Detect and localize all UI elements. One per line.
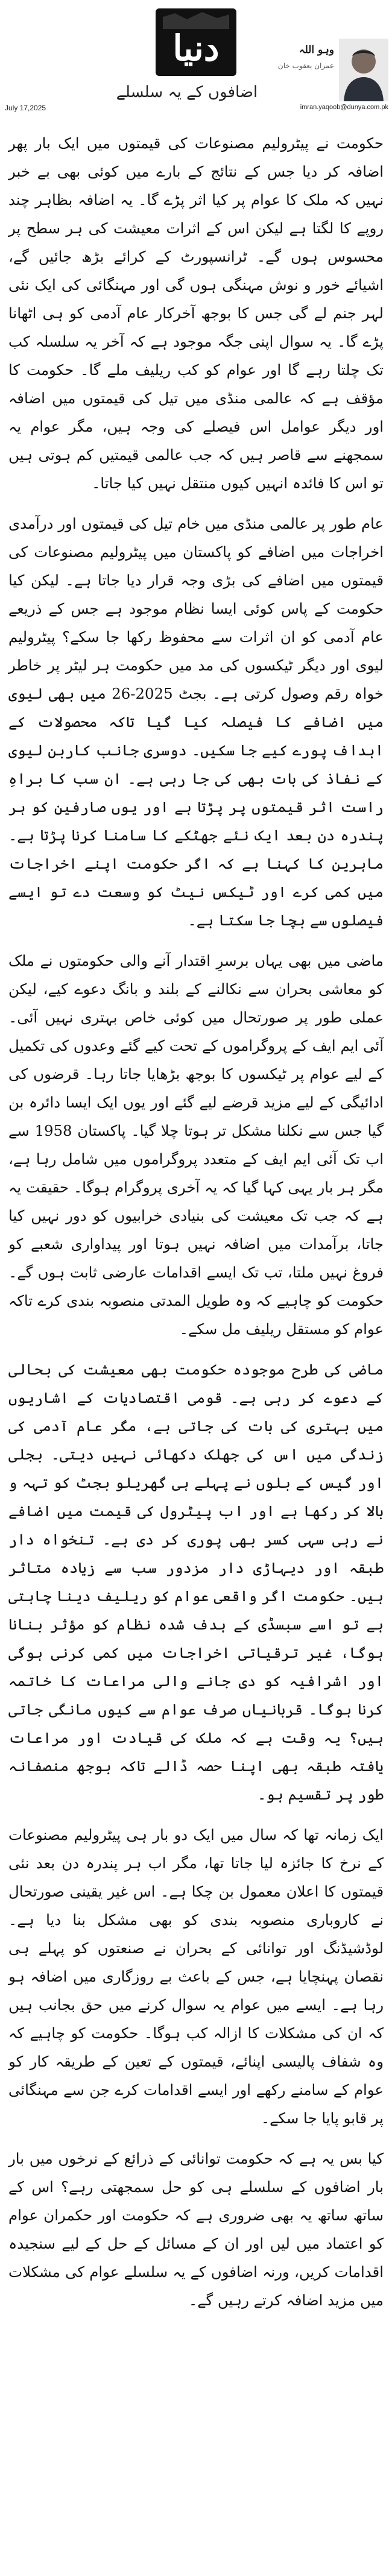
article-body xyxy=(8,129,384,2326)
author-email[interactable]: imran.yaqoob@dunya.com.pk xyxy=(300,104,388,111)
author-photo xyxy=(339,39,388,101)
author-name: وہو اللہ xyxy=(299,44,334,56)
paragraph-1: حکومت نے پیٹرولیم مصنوعات کی قیمتوں میں ایک بار پھر اضافہ کر دیا جس کے نتائج کے بارے میں کوئی بھی بے خبر نہیں کہ ملک کا عوام پر کیا اثر پڑے گا۔ یہ اضافہ بظاہر چند روپے کا لگتا ہے لیکن اس کے اثرات معیشت کی ہر سطح پر محسوس ہوں گے۔ ٹرانسپورٹ کے کرائے بڑھ جائیں گے، اشیائے خور و نوش مہنگی ہوں گی اور مہنگائی کی ایک نئی لہر جنم لے گی جس کا بوجھ آخرکار عام آدمی کو ہی اٹھانا پڑے گا۔ یہ سوال اپنی جگہ موجود ہے کہ آخر یہ سلسلہ کب تک چلتا رہے گا اور عوام کو کب ریلیف ملے گا۔ حکومت کا مؤقف ہے کہ عالمی منڈی میں تیل کی قیمتوں میں اضافہ اور دیگر عوامل اس فیصلے کی وجہ ہیں، مگر عوام یہ سمجھنے سے قاصر ہیں کہ جب عالمی قیمتیں کم ہوتی ہیں تو اس کا فائدہ انہیں کیوں منتقل نہیں کیا جاتا۔ xyxy=(8,134,384,492)
paragraph-3: ماضی میں بھی یہاں برسرِ اقتدار آنے والی حکومتوں نے ملک کو معاشی بحران سے نکالنے کے بلند و بانگ دعوے کیے، لیکن عملی طور پر صورتحال میں کوئی خاص بہتری نہیں آئی۔ آئی ایم ایف کے پروگراموں کے تحت کیے گئے وعدوں کی تکمیل کے لیے عوام پر ٹیکسوں کا بوجھ بڑھایا جاتا رہا۔ قرضوں کی ادائیگی کے لیے مزید قرضے لیے گئے اور یوں ایک ایسا دائرہ بن گیا جس سے نکلنا مشکل تر ہوتا چلا گیا۔ پاکستان 1958 سے اب تک آئی ایم ایف کے متعدد پروگراموں میں شامل رہا ہے، مگر ہر بار یہی کہا گیا کہ یہ آخری پروگرام ہوگا۔ حقیقت یہ ہے کہ جب تک معیشت کی بنیادی خرابیوں کو دور نہیں کیا جاتا، برآمدات میں اضافہ نہیں ہوتا اور پیداواری شعبے کو فروغ نہیں ملتا، تب تک ایسے اقدامات عارضی ثابت ہوں گے۔ حکومت کو چاہیے کہ وہ طویل المدتی منصوبہ بندی کرے تاکہ عوام کو مستقل ریلیف مل سکے۔ xyxy=(8,952,384,1338)
paragraph-6: کیا بس یہ ہے کہ حکومت توانائی کے ذرائع کے نرخوں میں بار بار اضافوں کے سلسلے ہی کو حل سمجھتی رہے؟ اس کے ساتھ ساتھ یہ بھی ضروری ہے کہ حکومت اور حکمران عوام کو اعتماد میں لیں اور ان کے مسائل کے حل کے لیے سنجیدہ اقدامات کریں، ورنہ اضافوں کے یہ سلسلے عوام کی مشکلات میں مزید اضافہ کرتے رہیں گے۔ xyxy=(8,2150,384,2309)
author-box xyxy=(262,39,388,111)
column-header xyxy=(0,0,392,115)
paragraph-5: ایک زمانہ تھا کہ سال میں ایک دو بار ہی پیٹرولیم مصنوعات کے نرخ کا جائزہ لیا جاتا تھا، مگر اب ہر پندرہ دن بعد نئی قیمتوں کا اعلان معمول بن چکا ہے۔ اس غیر یقینی صورتحال نے کاروباری منصوبہ بندی کو بھی مشکل بنا دیا ہے۔ لوڈشیڈنگ اور توانائی کے بحران نے صنعتوں کو پہلے ہی نقصان پہنچایا ہے، جس کے باعث بے روزگاری میں اضافہ ہو رہا ہے۔ ایسے میں عوام یہ سوال کرنے میں حق بجانب ہیں کہ ان کی مشکلات کا ازالہ کب ہوگا۔ حکومت کو چاہیے کہ وہ شفاف پالیسی اپنائے، قیمتوں کے تعین کے طریقہ کار کو عوام کے سامنے رکھے اور ایسے اقدامات کرے جن سے مہنگائی پر قابو پایا جا سکے۔ xyxy=(8,1826,384,2127)
logo-text: دنیا xyxy=(172,28,220,69)
paragraph-2: عام طور پر عالمی منڈی میں خام تیل کی قیمتوں اور درآمدی اخراجات میں اضافے کو پاکستان میں پیٹرولیم مصنوعات کی قیمتوں میں اضافے کی بڑی وجہ قرار دیا جاتا ہے۔ لیکن کیا حکومت کے پاس کوئی ایسا نظام موجود ہے جس کے ذریعے عام آدمی کو ان اثرات سے محفوظ رکھا جا سکے؟ پیٹرولیم لیوی اور دیگر ٹیکسوں کی مد میں حکومت ہر لیٹر پر خاطر خواہ رقم وصول کرتی ہے۔ بجٹ 2025-26 میں بھی لیوی میں اضافے کا فیصلہ کیا گیا تاکہ محصولات کے اہداف پورے کیے جا سکیں۔ دوسری جانب کاربن لیوی کے نفاذ کی بات بھی کی جا رہی ہے۔ ان سب کا براہِ راست اثر قیمتوں پر پڑتا ہے اور یوں صارفین کو ہر پندرہ دن بعد ایک نئے جھٹکے کا سامنا کرنا پڑتا ہے۔ ماہرین کا کہنا ہے کہ اگر حکومت اپنے اخراجات میں کمی کرے اور ٹیکس نیٹ کو وسعت دے تو ایسے فیصلوں سے بچا جا سکتا ہے۔ xyxy=(8,515,384,929)
author-subtitle: عمران یعقوب خان xyxy=(277,61,334,70)
article-title: اضافوں کے یہ سلسلے xyxy=(116,83,258,101)
publish-date: July 17,2025 xyxy=(5,104,46,112)
newspaper-logo xyxy=(145,5,247,83)
paragraph-4: ماضی کی طرح موجودہ حکومت بھی معیشت کی بحالی کے دعوے کر رہی ہے۔ قومی اقتصادیات کے اشاریوں میں بہتری کی بات کی جاتی ہے، مگر عام آدمی کی زندگی میں اس کی جھلک دکھائی نہیں دیتی۔ بجلی اور گیس کے بلوں نے پہلے ہی گھریلو بجٹ کو تہہ و بالا کر رکھا ہے اور اب پیٹرول کی قیمت میں اضافے نے رہی سہی کسر بھی پوری کر دی ہے۔ تنخواہ دار طبقہ اور دیہاڑی دار مزدور سب سے زیادہ متاثر ہیں۔ حکومت اگر واقعی عوام کو ریلیف دینا چاہتی ہے تو اسے سبسڈی کے ہدف شدہ نظام کو مؤثر بنانا ہوگا، غیر ترقیاتی اخراجات میں کمی کرنی ہوگی اور اشرافیہ کو دی جانے والی مراعات کا خاتمہ کرنا ہوگا۔ قربانیاں صرف عوام سے کیوں مانگی جاتی ہیں؟ یہ وقت ہے کہ ملک کی قیادت اور مراعات یافتہ طبقہ بھی اپنا حصہ ڈالے تاکہ بوجھ منصفانہ طور پر تقسیم ہو۔ xyxy=(8,1361,384,1803)
